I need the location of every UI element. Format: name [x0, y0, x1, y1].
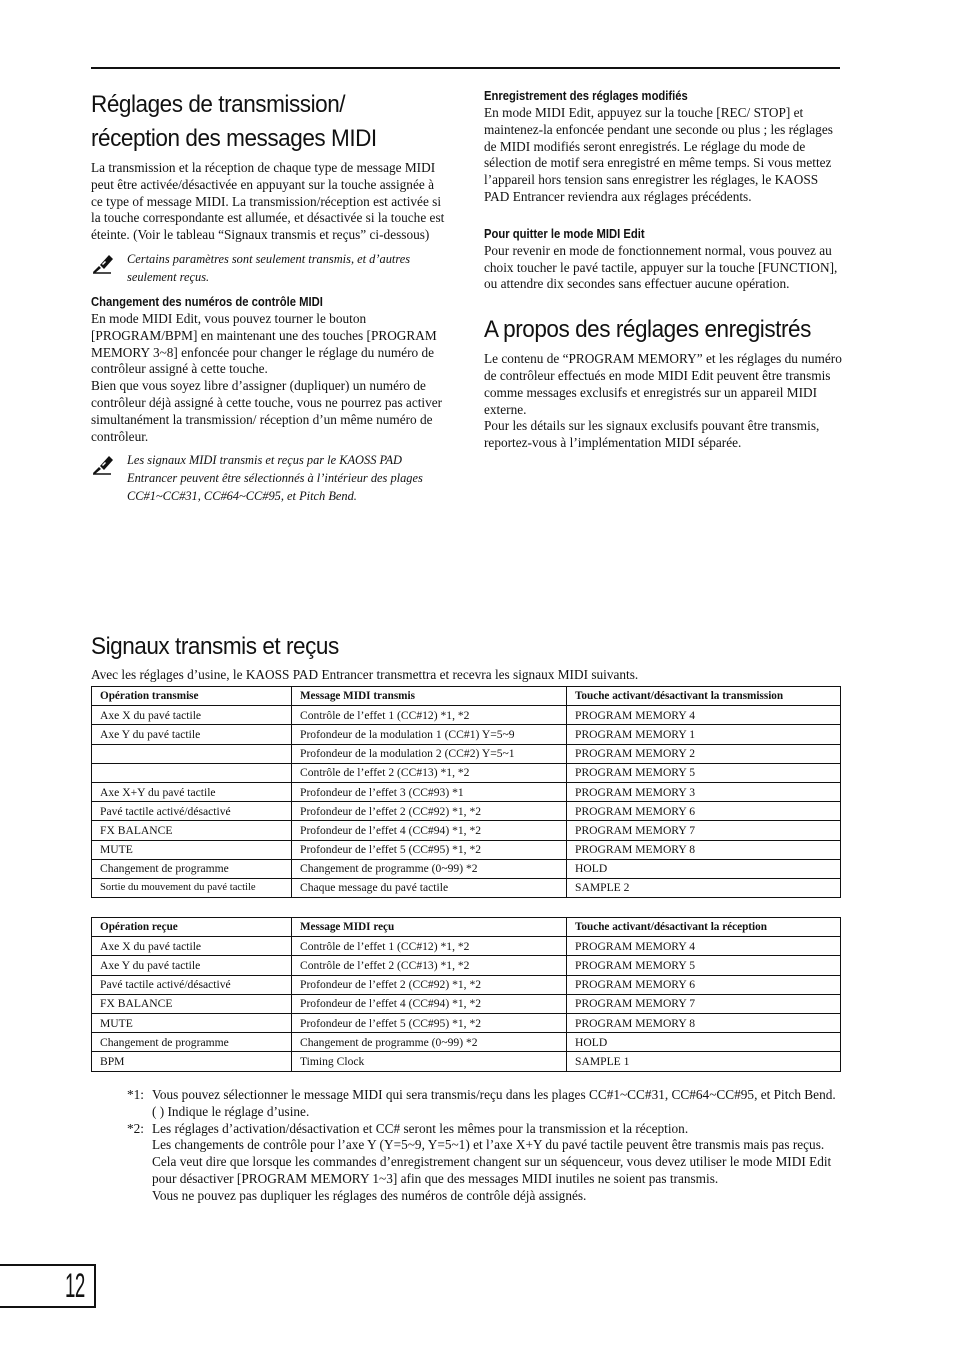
- table-cell: Profondeur de l’effet 2 (CC#92) *1, *2: [292, 802, 567, 821]
- section-title-signals: Signaux transmis et reçus: [91, 633, 339, 660]
- subheading-save-settings: Enregistrement des réglages modifiés: [484, 89, 688, 103]
- table-cell: PROGRAM MEMORY 4: [567, 937, 841, 956]
- table-cell: Contrôle de l’effet 1 (CC#12) *1, *2: [292, 706, 567, 725]
- table-cell: Timing Clock: [292, 1052, 567, 1071]
- left-column: [91, 88, 449, 513]
- table-row: [92, 1013, 841, 1032]
- saved-paragraph-1: Le contenu de “PROGRAM MEMORY” et les réglages du numéro de contrôleur effectués en mode MIDI Edit peuvent être transmis comme messages exclusifs et enregistrés sur un appareil MIDI externe.: [484, 351, 842, 417]
- table-cell: HOLD: [567, 1033, 841, 1052]
- table-row: [92, 1033, 841, 1052]
- header-cell: Message MIDI reçu: [292, 918, 567, 937]
- table-cell: FX BALANCE: [92, 994, 292, 1013]
- table-row: [92, 763, 841, 782]
- subheading-cc-numbers: Changement des numéros de contrôle MIDI: [91, 294, 323, 309]
- table-row: [92, 859, 841, 878]
- table-row: [92, 975, 841, 994]
- table-row: [92, 725, 841, 744]
- table-cell: Profondeur de l’effet 5 (CC#95) *1, *2: [292, 840, 567, 859]
- footnote-mark: *2:: [127, 1120, 144, 1136]
- receive-table: [91, 917, 841, 1072]
- table-cell: Profondeur de l’effet 2 (CC#92) *1, *2: [292, 975, 567, 994]
- signals-intro: Avec les réglages d’usine, le KAOSS PAD Entrancer transmettra et recevra les signaux MIDI suivants.: [91, 667, 639, 682]
- table-cell: Contrôle de l’effet 2 (CC#13) *1, *2: [292, 956, 567, 975]
- table-row: [92, 878, 841, 897]
- table-cell: Changement de programme: [92, 1033, 292, 1052]
- pencil-note-icon: [91, 451, 127, 505]
- table-cell: Profondeur de l’effet 5 (CC#95) *1, *2: [292, 1013, 567, 1032]
- table-cell: SAMPLE 2: [567, 878, 841, 897]
- table-cell: [92, 744, 292, 763]
- footnote-text: Vous ne pouvez pas dupliquer les réglages des numéros de contrôle déjà assignés.: [152, 1187, 587, 1203]
- table-cell: PROGRAM MEMORY 7: [567, 821, 841, 840]
- table-row: [92, 994, 841, 1013]
- note-block: [91, 451, 449, 505]
- table-cell: Pavé tactile activé/désactivé: [92, 975, 292, 994]
- saved-paragraph-2: Pour les détails sur les signaux exclusifs pouvant être transmis, reportez-vous à l’implémentation MIDI séparée.: [484, 418, 820, 451]
- table-cell: Contrôle de l’effet 2 (CC#13) *1, *2: [292, 763, 567, 782]
- right-column: [484, 88, 842, 452]
- table-cell: Changement de programme: [92, 859, 292, 878]
- table-cell: FX BALANCE: [92, 821, 292, 840]
- table-cell: PROGRAM MEMORY 5: [567, 956, 841, 975]
- table-cell: PROGRAM MEMORY 6: [567, 802, 841, 821]
- table-cell: BPM: [92, 1052, 292, 1071]
- save-paragraph: En mode MIDI Edit, appuyez sur la touche [REC/ STOP] et maintenez-la enfoncée pendant une seconde ou plus ; les réglages de MIDI modifiés seront enregistrés. Le réglage du mode de sélection de motif sera enregistré en même temps. Si vous mettez l’appareil hors tension sans enregistrer les réglages, le KAOSS PAD Entrancer reviendra aux réglages précédents.: [484, 105, 833, 204]
- table-cell: PROGRAM MEMORY 6: [567, 975, 841, 994]
- table-cell: PROGRAM MEMORY 8: [567, 840, 841, 859]
- table-row: [92, 1052, 841, 1071]
- transmit-table: [91, 686, 841, 898]
- table-cell: Changement de programme (0~99) *2: [292, 859, 567, 878]
- table-header-row: [92, 918, 841, 937]
- intro-paragraph: La transmission et la réception de chaque type de message MIDI peut être activée/désactivée en appuyant sur la touche assignée à ce type of message MIDI. La transmission/réception est activée si la touche correspondante est allumée, et désactivée si la touche est éteinte. (Voir le tableau “Signaux transmis et reçus” ci-dessous): [91, 160, 445, 243]
- table-row: [92, 937, 841, 956]
- table-cell: Axe X+Y du pavé tactile: [92, 782, 292, 801]
- table-cell: PROGRAM MEMORY 2: [567, 744, 841, 763]
- table-cell: PROGRAM MEMORY 4: [567, 706, 841, 725]
- table-cell: Profondeur de l’effet 3 (CC#93) *1: [292, 782, 567, 801]
- note-block: [91, 250, 449, 286]
- note-text: Certains paramètres sont seulement transmis, et d’autres seulement reçus.: [127, 251, 411, 284]
- table-header-row: [92, 687, 841, 706]
- table-cell: Profondeur de l’effet 4 (CC#94) *1, *2: [292, 821, 567, 840]
- table-cell: Profondeur de la modulation 1 (CC#1) Y=5~9: [292, 725, 567, 744]
- page-number: 12: [65, 1267, 85, 1305]
- table-cell: HOLD: [567, 859, 841, 878]
- footnote-1: [127, 1087, 840, 1121]
- table-cell: PROGRAM MEMORY 8: [567, 1013, 841, 1032]
- table-cell: Pavé tactile activé/désactivé: [92, 802, 292, 821]
- table-cell: Profondeur de l’effet 4 (CC#94) *1, *2: [292, 994, 567, 1013]
- table-row: [92, 744, 841, 763]
- cc-paragraph-1: En mode MIDI Edit, vous pouvez tourner le bouton [PROGRAM/BPM] en maintenant une des touches [PROGRAM MEMORY 3~8] enfoncée pour changer le réglage du numéro de contrôleur assigné à cette touche.: [91, 310, 437, 377]
- footnote-mark: *1:: [127, 1087, 144, 1102]
- table-cell: PROGRAM MEMORY 1: [567, 725, 841, 744]
- table-cell: Axe Y du pavé tactile: [92, 956, 292, 975]
- footnote-text: Les réglages d’activation/désactivation et CC# seront les mêmes pour la transmission et la réception.: [152, 1120, 689, 1136]
- table-cell: MUTE: [92, 1013, 292, 1032]
- table-cell: [92, 763, 292, 782]
- table-cell: Changement de programme (0~99) *2: [292, 1033, 567, 1052]
- exit-paragraph: Pour revenir en mode de fonctionnement normal, vous pouvez au choix toucher le pavé tactile, appuyer sur la touche [FUNCTION], ou attendre dix secondes sans effectuer aucune opération.: [484, 242, 838, 292]
- table-row: [92, 956, 841, 975]
- table-cell: PROGRAM MEMORY 5: [567, 763, 841, 782]
- header-cell: Opération reçue: [92, 918, 292, 937]
- table-cell: Profondeur de la modulation 2 (CC#2) Y=5~1: [292, 744, 567, 763]
- footnotes: [127, 1087, 840, 1205]
- table-row: [92, 706, 841, 725]
- table-row: [92, 821, 841, 840]
- top-rule: [91, 67, 840, 69]
- table-cell: PROGRAM MEMORY 3: [567, 782, 841, 801]
- table-cell: SAMPLE 1: [567, 1052, 841, 1071]
- table-cell: MUTE: [92, 840, 292, 859]
- table-cell: Sortie du mouvement du pavé tactile: [92, 878, 292, 897]
- footnote-text: Vous pouvez sélectionner le message MIDI qui sera transmis/reçu dans les plages CC#1~CC#31, CC#64~CC#95, et Pitch Bend. ( ) Indique le réglage d’usine.: [152, 1087, 836, 1119]
- section-title-midi-settings: Réglages de transmission/ réception des messages MIDI: [91, 91, 377, 152]
- footnote-2: [127, 1121, 840, 1205]
- table-row: [92, 802, 841, 821]
- table-cell: Axe X du pavé tactile: [92, 937, 292, 956]
- section-title-saved-settings: A propos des réglages enregistrés: [484, 316, 811, 344]
- pencil-note-icon: [91, 250, 127, 286]
- table-row: [92, 782, 841, 801]
- note-text: Les signaux MIDI transmis et reçus par le KAOSS PAD Entrancer peuvent être sélectionnés à l’intérieur des plages CC#1~CC#31, CC#64~CC#95, et Pitch Bend.: [127, 453, 423, 504]
- subheading-exit-midi-edit: Pour quitter le mode MIDI Edit: [484, 226, 645, 241]
- header-cell: Message MIDI transmis: [292, 687, 567, 706]
- header-cell: Opération transmise: [92, 687, 292, 706]
- header-cell: Touche activant/désactivant la réception: [567, 918, 841, 937]
- table-row: [92, 840, 841, 859]
- table-cell: Axe X du pavé tactile: [92, 706, 292, 725]
- table-cell: Chaque message du pavé tactile: [292, 878, 567, 897]
- table-cell: Contrôle de l’effet 1 (CC#12) *1, *2: [292, 937, 567, 956]
- table-cell: Axe Y du pavé tactile: [92, 725, 292, 744]
- cc-paragraph-2: Bien que vous soyez libre d’assigner (dupliquer) un numéro de contrôleur déjà assigné à cette touche, vous ne pourrez pas activer simultanément la transmission/ réception d’un même numéro de contrôleur.: [91, 378, 443, 444]
- header-cell: Touche activant/désactivant la transmission: [567, 687, 841, 706]
- footnote-text: Les changements de contrôle pour l’axe Y (Y=5~9, Y=5~1) et l’axe X+Y du pavé tactile peuvent être transmis mais pas reçus. Cela veut dire que lorsque les commandes d’enregistrement changent sur un séquenceur, vous devez utiliser le mode MIDI Edit pour désactiver [PROGRAM MEMORY 1~3] afin que des messages MIDI inutiles ne soient pas transmis.: [152, 1137, 832, 1186]
- table-cell: PROGRAM MEMORY 7: [567, 994, 841, 1013]
